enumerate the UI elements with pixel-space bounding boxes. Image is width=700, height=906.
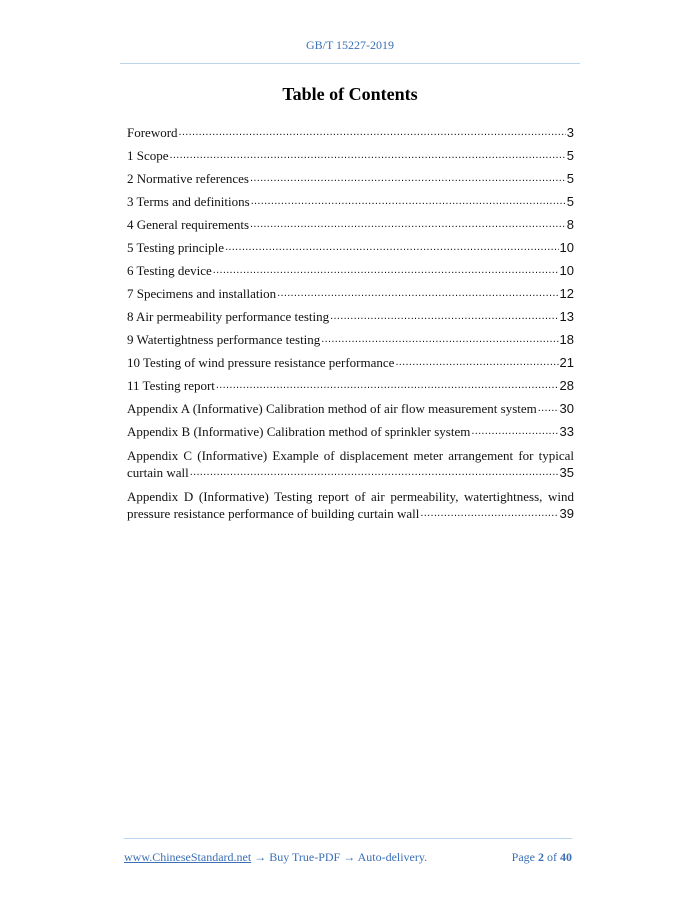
toc-page-number: 5 — [566, 148, 574, 163]
toc-entry-watertightness[interactable] — [127, 325, 574, 348]
toc-page-number: 33 — [559, 424, 574, 439]
toc-entry-text: 9 Watertightness performance testing — [127, 332, 321, 347]
toc-entry-normative-references[interactable] — [127, 164, 574, 187]
toc-page-number: 8 — [566, 217, 574, 232]
page-of-label: of — [544, 850, 560, 864]
toc-leader-dots — [213, 262, 559, 279]
toc-page-number: 3 — [566, 125, 574, 140]
toc-entry-terms-definitions[interactable] — [127, 187, 574, 210]
header-standard-code: GB/T 15227-2019 — [305, 38, 395, 52]
toc-page-number: 5 — [566, 194, 574, 209]
toc-entry-text: 4 General requirements — [127, 217, 250, 232]
total-page-count: 40 — [560, 850, 572, 864]
toc-entry-text: 5 Testing principle — [127, 240, 225, 255]
toc-entry-appendix-d[interactable] — [127, 488, 574, 522]
toc-entry-testing-report[interactable] — [127, 371, 574, 394]
toc-leader-dots — [179, 124, 566, 141]
toc-entry-text: 3 Terms and definitions — [127, 194, 250, 209]
toc-entry-text-line1: Appendix D (Informative) Testing report of air permeability, watertightness, wind — [127, 489, 574, 504]
toc-leader-dots — [538, 400, 559, 417]
toc-entry-text: 11 Testing report — [127, 378, 215, 393]
toc-entry-scope[interactable] — [127, 141, 574, 164]
toc-entry-text: 7 Specimens and installation — [127, 286, 277, 301]
toc-entry-text: 6 Testing device — [127, 263, 212, 278]
header-divider — [120, 63, 580, 64]
toc-leader-dots — [471, 423, 558, 440]
page-indicator — [512, 850, 572, 865]
toc-entry-general-requirements[interactable] — [127, 210, 574, 233]
toc-entry-text: 2 Normative references — [127, 171, 249, 186]
toc-entry-appendix-b[interactable] — [127, 417, 574, 440]
toc-entry-appendix-c[interactable] — [127, 447, 574, 481]
toc-page-number: 39 — [559, 506, 574, 521]
toc-page-number: 5 — [566, 171, 574, 186]
toc-leader-dots — [225, 239, 558, 256]
toc-entry-text: 1 Scope — [127, 148, 169, 163]
toc-entry-line2 — [127, 505, 574, 522]
toc-entry-air-permeability[interactable] — [127, 302, 574, 325]
toc-page-number: 18 — [559, 332, 574, 347]
toc-leader-dots — [321, 331, 558, 348]
toc-leader-dots — [330, 308, 558, 325]
footer-promo-text: → Buy True-PDF → Auto-delivery. — [251, 850, 428, 864]
toc-page-number: 21 — [559, 355, 574, 370]
toc-entry-appendix-a[interactable] — [127, 394, 574, 417]
toc-leader-dots — [216, 377, 559, 394]
toc-page-number: 10 — [559, 240, 574, 255]
footer-promo — [124, 850, 427, 865]
page-prefix: Page — [511, 850, 538, 864]
website-link[interactable]: www.ChineseStandard.net — [124, 850, 252, 864]
toc-entry-text: Foreword — [127, 125, 178, 140]
toc-entry-foreword[interactable] — [127, 118, 574, 141]
toc-leader-dots — [250, 216, 566, 233]
toc-leader-dots — [251, 193, 566, 210]
toc-leader-dots — [170, 147, 566, 164]
toc-entry-text-line1: Appendix C (Informative) Example of displacement meter arrangement for typical — [127, 448, 574, 463]
footer-divider — [124, 838, 572, 839]
toc-leader-dots — [420, 505, 558, 522]
toc-entry-testing-device[interactable] — [127, 256, 574, 279]
toc-entry-text-line2: curtain wall — [127, 465, 189, 480]
toc-entry-text: Appendix A (Informative) Calibration method of air flow measurement system — [127, 401, 537, 416]
toc-entry-text: 8 Air permeability performance testing — [127, 309, 330, 324]
toc-entry-testing-principle[interactable] — [127, 233, 574, 256]
toc-page-number: 30 — [559, 401, 574, 416]
toc-page-number: 28 — [559, 378, 574, 393]
toc-page-number: 10 — [559, 263, 574, 278]
toc-entry-line2 — [127, 464, 574, 481]
toc-entry-text: 10 Testing of wind pressure resistance performance — [127, 355, 395, 370]
toc-leader-dots — [395, 354, 558, 371]
table-of-contents — [127, 118, 574, 523]
toc-leader-dots — [190, 464, 559, 481]
toc-entry-specimens-installation[interactable] — [127, 279, 574, 302]
current-page-number: 2 — [538, 850, 544, 864]
toc-page-number: 13 — [559, 309, 574, 324]
toc-page-number: 35 — [559, 465, 574, 480]
page-title: Table of Contents — [282, 84, 418, 104]
toc-entry-text: Appendix B (Informative) Calibration method of sprinkler system — [127, 424, 471, 439]
toc-entry-text-line2: pressure resistance performance of building curtain wall — [127, 506, 420, 521]
toc-leader-dots — [250, 170, 566, 187]
toc-entry-wind-pressure[interactable] — [127, 348, 574, 371]
toc-page-number: 12 — [559, 286, 574, 301]
toc-leader-dots — [277, 285, 558, 302]
